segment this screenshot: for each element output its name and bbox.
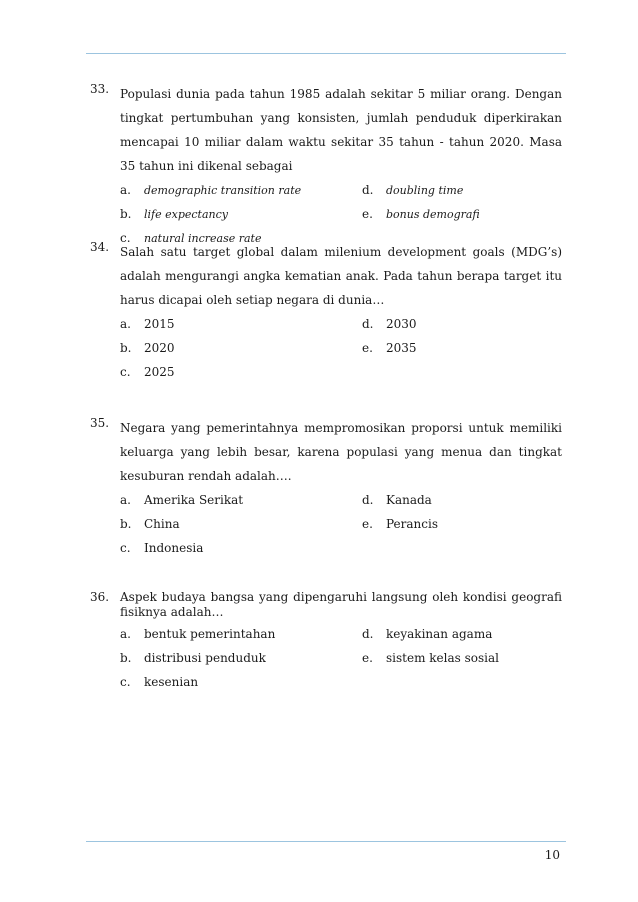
option-e: e. bonus demografi bbox=[362, 207, 480, 221]
option-d: d. doubling time bbox=[362, 183, 464, 197]
option-a: a. bentuk pemerintahan bbox=[120, 627, 276, 641]
question-number: 36. bbox=[90, 590, 110, 604]
option-a: a. demographic transition rate bbox=[120, 183, 302, 197]
question-text: Aspek budaya bangsa yang dipengaruhi langsung oleh kondisi geografi fisiknya adalah… bbox=[120, 590, 562, 619]
question-number: 33. bbox=[90, 82, 110, 96]
question-number: 34. bbox=[90, 240, 110, 254]
option-e: e. sistem kelas sosial bbox=[362, 651, 499, 665]
page-number: 10 bbox=[544, 848, 560, 862]
option-a: a. Amerika Serikat bbox=[120, 493, 244, 507]
option-b: b. China bbox=[120, 517, 180, 531]
option-c: c. 2025 bbox=[120, 365, 175, 379]
option-b: b. distribusi penduduk bbox=[120, 651, 266, 665]
option-e: e. Perancis bbox=[362, 517, 438, 531]
question-34 bbox=[90, 240, 562, 379]
question-text: Negara yang pemerintahnya mempromosikan proporsi untuk memiliki keluarga yang lebih besar, karena populasi yang menua dan tingkat kesuburan rendah adalah…. bbox=[120, 421, 562, 483]
question-36 bbox=[90, 588, 562, 689]
option-d: d. 2030 bbox=[362, 317, 417, 331]
header-rule bbox=[86, 53, 566, 54]
footer-rule bbox=[86, 841, 566, 842]
option-e: e. 2035 bbox=[362, 341, 417, 355]
option-d: d. keyakinan agama bbox=[362, 627, 493, 641]
question-text: Salah satu target global dalam milenium development goals (MDG’s) adalah mengurangi angka kematian anak. Pada tahun berapa target itu harus dicapai oleh setiap negara di dunia… bbox=[120, 245, 562, 307]
option-c: c. Indonesia bbox=[120, 541, 204, 555]
option-c: c. natural increase rate bbox=[120, 231, 262, 245]
option-c: c. kesenian bbox=[120, 675, 199, 689]
question-33 bbox=[90, 82, 562, 245]
question-number: 35. bbox=[90, 416, 110, 430]
question-35 bbox=[90, 416, 562, 555]
question-text: Populasi dunia pada tahun 1985 adalah sekitar 5 miliar orang. Dengan tingkat pertumbuhan yang konsisten, jumlah penduduk diperkirakan mencapai 10 miliar dalam waktu sekitar 35 tahun - tahun 2020. Masa 35 tahun ini dikenal sebagai bbox=[120, 87, 562, 173]
option-b: b. 2020 bbox=[120, 341, 175, 355]
option-b: b. life expectancy bbox=[120, 207, 228, 221]
option-d: d. Kanada bbox=[362, 493, 432, 507]
option-a: a. 2015 bbox=[120, 317, 175, 331]
